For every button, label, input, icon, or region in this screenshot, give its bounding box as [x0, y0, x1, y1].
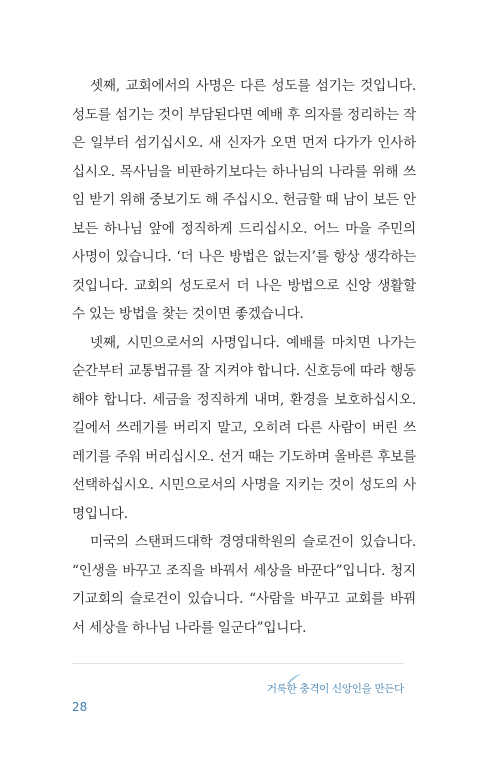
- paragraph-2: 넷째, 시민으로서의 사명입니다. 예배를 마치면 나가는 순간부터 교통법규를 잘 지켜야 합니다. 신호등에 따라 행동해야 합니다. 세금을 정직하게 내며, 환경을 보호하십시오. 길에서 쓰레기를 버리지 말고, 오히려 다른 사람이 버린 쓰레기를 주워 버리십시오. 선거 때는 기도하며 올바른 후보를 선택하십시오. 시민으로서의 사명을 지키는 것이 성도의 사명입니다.: [72, 334, 416, 522]
- body-text: [72, 72, 416, 642]
- running-footer-title: 거룩한 충격이 신앙인을 만든다: [266, 683, 404, 695]
- footer-divider: [72, 663, 404, 664]
- page-number: 28: [72, 700, 88, 714]
- paragraph-1: 셋째, 교회에서의 사명은 다른 성도를 섬기는 것입니다. 성도를 섬기는 것이 부담된다면 예배 후 의자를 정리하는 작은 일부터 섬기십시오. 새 신자가 오면 먼저 다가가 인사하십시오. 목사님을 비판하기보다는 하나님의 나라를 위해 쓰임 받기 위해 중보기도 해 주십시오. 헌금할 때 남이 보든 안 보든 하나님 앞에 정직하게 드리십시오. 어느 마을 주민의 사명이 있습니다. ‘더 나은 방법은 없는지’를 항상 생각하는 것입니다. 교회의 성도로서 더 나은 방법으로 신앙 생활할 수 있는 방법을 찾는 것이면 좋겠습니다.: [72, 78, 416, 322]
- paragraph-3: 미국의 스탠퍼드대학 경영대학원의 슬로건이 있습니다. “인생을 바꾸고 조직을 바꿔서 세상을 바꾼다”입니다. 청지기교회의 슬로건이 있습니다. “사람을 바꾸고 교회를 바꿔서 세상을 하나님 나라를 일군다”입니다.: [72, 534, 416, 636]
